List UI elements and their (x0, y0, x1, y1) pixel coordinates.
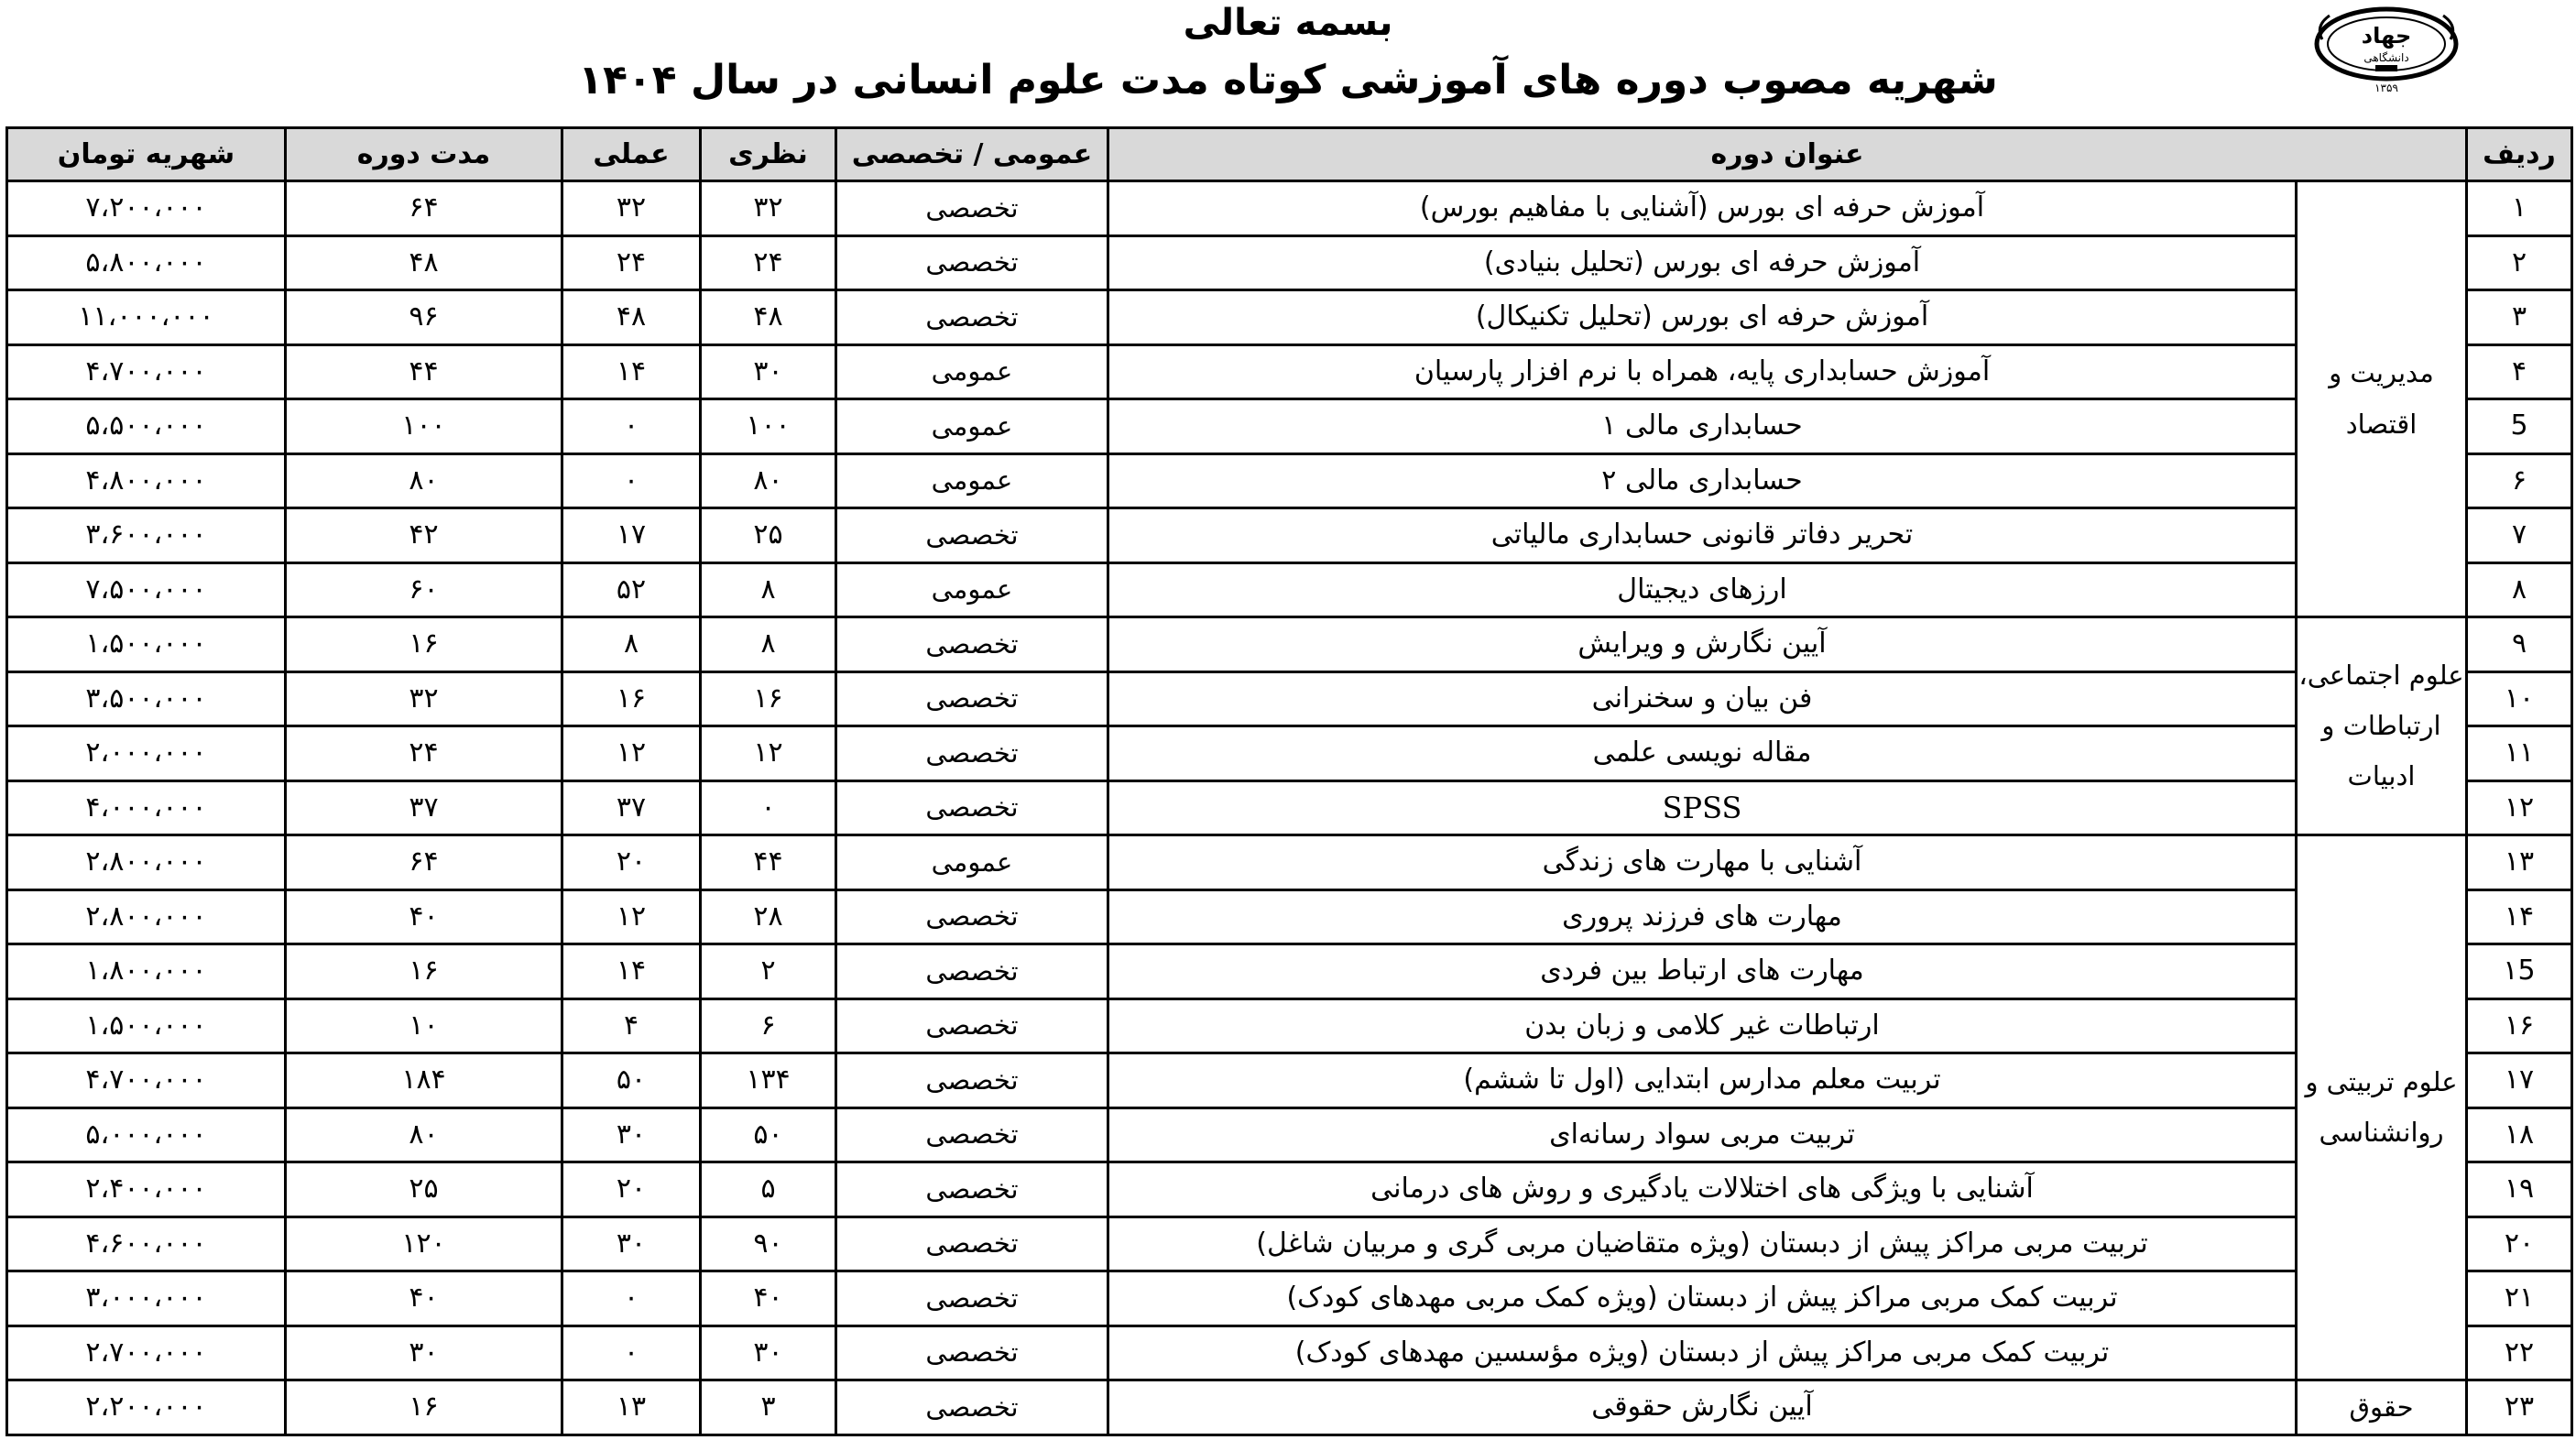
duration-cell: ۲۵ (286, 1162, 562, 1217)
duration-cell: ۴۰ (286, 1271, 562, 1326)
row-number-cell: ۲۳ (2467, 1380, 2572, 1435)
table-row (7, 1107, 2572, 1162)
duration-cell: ۹۶ (286, 290, 562, 345)
row-number-cell: ۱ (2467, 181, 2572, 236)
table-row (7, 780, 2572, 835)
duration-cell: ۲۴ (286, 726, 562, 781)
duration-cell: ۸۰ (286, 1107, 562, 1162)
table-row (7, 835, 2572, 890)
row-number-cell: ۱۰ (2467, 671, 2572, 726)
duration-cell: ۸۰ (286, 453, 562, 508)
header-practical: عملی (562, 128, 701, 181)
practical-hours-cell: ۰ (562, 453, 701, 508)
table-row (7, 726, 2572, 781)
duration-cell: ۱۲۰ (286, 1216, 562, 1271)
row-number-cell: ۱۸ (2467, 1107, 2572, 1162)
fee-cell: ۷،۲۰۰،۰۰۰ (7, 181, 286, 236)
practical-hours-cell: ۵۰ (562, 1053, 701, 1108)
course-type-cell: تخصصی (836, 780, 1108, 835)
duration-cell: ۶۴ (286, 835, 562, 890)
practical-hours-cell: ۱۷ (562, 508, 701, 563)
row-number-cell: ۱۹ (2467, 1162, 2572, 1217)
duration-cell: ۴۴ (286, 344, 562, 399)
table-row (7, 290, 2572, 345)
fee-cell: ۴،۸۰۰،۰۰۰ (7, 453, 286, 508)
theory-hours-cell: ۱۰۰ (701, 399, 836, 454)
row-number-cell: ۲۱ (2467, 1271, 2572, 1326)
table-row (7, 1216, 2572, 1271)
practical-hours-cell: ۴ (562, 998, 701, 1053)
row-number-cell: ۱۷ (2467, 1053, 2572, 1108)
course-title-cell: آشنایی با ویژگی های اختلالات یادگیری و روش های درمانی (1108, 1162, 2297, 1217)
duration-cell: ۱۶ (286, 1380, 562, 1435)
course-title-cell: آیین نگارش حقوقی (1108, 1380, 2297, 1435)
theory-hours-cell: ۱۶ (701, 671, 836, 726)
theory-hours-cell: ۲۴ (701, 235, 836, 290)
row-number-cell: ۷ (2467, 508, 2572, 563)
practical-hours-cell: ۴۸ (562, 290, 701, 345)
fee-cell: ۲،۸۰۰،۰۰۰ (7, 889, 286, 944)
duration-cell: ۳۷ (286, 780, 562, 835)
practical-hours-cell: ۱۳ (562, 1380, 701, 1435)
course-type-cell: تخصصی (836, 1325, 1108, 1380)
duration-cell: ۱۸۴ (286, 1053, 562, 1108)
course-type-cell: تخصصی (836, 235, 1108, 290)
table-row (7, 1271, 2572, 1326)
course-title-cell: تربیت مربی مراکز پیش از دبستان (ویژه متقاضیان مربی گری و مربیان شاغل) (1108, 1216, 2297, 1271)
category-cell: مدیریت و اقتصاد (2297, 181, 2467, 617)
table-row (7, 399, 2572, 454)
theory-hours-cell: ۲۸ (701, 889, 836, 944)
course-type-cell: تخصصی (836, 889, 1108, 944)
practical-hours-cell: ۸ (562, 617, 701, 672)
practical-hours-cell: ۰ (562, 399, 701, 454)
course-type-cell: تخصصی (836, 671, 1108, 726)
course-type-cell: تخصصی (836, 1053, 1108, 1108)
course-title-cell: فن بیان و سخنرانی (1108, 671, 2297, 726)
practical-hours-cell: ۱۲ (562, 889, 701, 944)
header-row-no: ردیف (2467, 128, 2572, 181)
course-type-cell: تخصصی (836, 181, 1108, 236)
course-type-cell: تخصصی (836, 617, 1108, 672)
practical-hours-cell: ۲۰ (562, 835, 701, 890)
header-theory: نظری (701, 128, 836, 181)
course-type-cell: تخصصی (836, 1271, 1108, 1326)
theory-hours-cell: ۹۰ (701, 1216, 836, 1271)
theory-hours-cell: ۰ (701, 780, 836, 835)
course-type-cell: تخصصی (836, 726, 1108, 781)
course-title-cell: آیین نگارش و ویرایش (1108, 617, 2297, 672)
fee-cell: ۱۱،۰۰۰،۰۰۰ (7, 290, 286, 345)
course-title-cell: تربیت مربی سواد رسانه‌ای (1108, 1107, 2297, 1162)
fee-cell: ۳،۵۰۰،۰۰۰ (7, 671, 286, 726)
table-row (7, 508, 2572, 563)
theory-hours-cell: ۳۰ (701, 344, 836, 399)
table-row (7, 1380, 2572, 1435)
course-title-cell: آشنایی با مهارت های زندگی (1108, 835, 2297, 890)
header-duration: مدت دوره (286, 128, 562, 181)
theory-hours-cell: ۸ (701, 617, 836, 672)
fee-cell: ۲،۲۰۰،۰۰۰ (7, 1380, 286, 1435)
course-title-cell: ارزهای دیجیتال (1108, 562, 2297, 617)
course-type-cell: عمومی (836, 562, 1108, 617)
course-title-cell: آموزش حرفه ای بورس (تحلیل تکنیکال) (1108, 290, 2297, 345)
category-cell: علوم اجتماعی، ارتباطات و ادبیات (2297, 617, 2467, 835)
course-title-cell: مقاله نویسی علمی (1108, 726, 2297, 781)
fee-cell: ۲،۸۰۰،۰۰۰ (7, 835, 286, 890)
theory-hours-cell: ۸ (701, 562, 836, 617)
course-title-cell: آموزش حسابداری پایه، همراه با نرم افزار پارسیان (1108, 344, 2297, 399)
course-title-cell: حسابداری مالی ۱ (1108, 399, 2297, 454)
theory-hours-cell: ۶ (701, 998, 836, 1053)
row-number-cell: ۸ (2467, 562, 2572, 617)
table-header-row (7, 128, 2572, 181)
course-type-cell: تخصصی (836, 1107, 1108, 1162)
course-title-cell: تربیت معلم مدارس ابتدایی (اول تا ششم) (1108, 1053, 2297, 1108)
duration-cell: ۴۲ (286, 508, 562, 563)
row-number-cell: ۱۶ (2467, 998, 2572, 1053)
practical-hours-cell: ۳۰ (562, 1107, 701, 1162)
theory-hours-cell: ۵۰ (701, 1107, 836, 1162)
course-title-cell: تربیت کمک مربی مراکز پیش از دبستان (ویژه کمک مربی مهدهای کودک) (1108, 1271, 2297, 1326)
fee-cell: ۴،۶۰۰،۰۰۰ (7, 1216, 286, 1271)
course-title-cell: مهارت های فرزند پروری (1108, 889, 2297, 944)
fee-cell: ۲،۰۰۰،۰۰۰ (7, 726, 286, 781)
category-cell: علوم تربیتی و روانشناسی (2297, 835, 2467, 1380)
svg-text:۱۳۵۹: ۱۳۵۹ (2374, 82, 2398, 94)
row-number-cell: ۲۲ (2467, 1325, 2572, 1380)
table-row (7, 562, 2572, 617)
course-title-cell: آموزش حرفه ای بورس (آشنایی با مفاهیم بورس) (1108, 181, 2297, 236)
fee-cell: ۷،۵۰۰،۰۰۰ (7, 562, 286, 617)
course-title-cell: تربیت کمک مربی مراکز پیش از دبستان (ویژه مؤسسین مهدهای کودک) (1108, 1325, 2297, 1380)
fee-cell: ۵،۰۰۰،۰۰۰ (7, 1107, 286, 1162)
duration-cell: ۱۰۰ (286, 399, 562, 454)
course-title-cell: آموزش حرفه ای بورس (تحلیل بنیادی) (1108, 235, 2297, 290)
fee-cell: ۱،۵۰۰،۰۰۰ (7, 998, 286, 1053)
duration-cell: ۶۴ (286, 181, 562, 236)
fee-cell: ۵،۸۰۰،۰۰۰ (7, 235, 286, 290)
theory-hours-cell: ۴۸ (701, 290, 836, 345)
fee-cell: ۴،۷۰۰،۰۰۰ (7, 344, 286, 399)
fee-cell: ۴،۷۰۰،۰۰۰ (7, 1053, 286, 1108)
table-row (7, 1053, 2572, 1108)
practical-hours-cell: ۰ (562, 1325, 701, 1380)
course-title-cell: تحریر دفاتر قانونی حسابداری مالیاتی (1108, 508, 2297, 563)
row-number-cell: ۱۲ (2467, 780, 2572, 835)
header-fee: شهریه تومان (7, 128, 286, 181)
duration-cell: ۱۶ (286, 617, 562, 672)
duration-cell: ۳۰ (286, 1325, 562, 1380)
course-type-cell: تخصصی (836, 1216, 1108, 1271)
practical-hours-cell: ۵۲ (562, 562, 701, 617)
row-number-cell: ۱5 (2467, 944, 2572, 999)
practical-hours-cell: ۱۶ (562, 671, 701, 726)
course-type-cell: تخصصی (836, 1162, 1108, 1217)
practical-hours-cell: ۳۲ (562, 181, 701, 236)
course-title-cell: حسابداری مالی ۲ (1108, 453, 2297, 508)
theory-hours-cell: ۱۳۴ (701, 1053, 836, 1108)
tuition-table (5, 126, 2573, 1436)
category-cell: حقوق (2297, 1380, 2467, 1435)
practical-hours-cell: ۳۷ (562, 780, 701, 835)
table-body (7, 181, 2572, 1435)
table-row (7, 889, 2572, 944)
table-row (7, 671, 2572, 726)
duration-cell: ۶۰ (286, 562, 562, 617)
table-row (7, 1325, 2572, 1380)
fee-cell: ۱،۸۰۰،۰۰۰ (7, 944, 286, 999)
theory-hours-cell: ۳۲ (701, 181, 836, 236)
table-row (7, 998, 2572, 1053)
row-number-cell: ۹ (2467, 617, 2572, 672)
row-number-cell: ۱۳ (2467, 835, 2572, 890)
practical-hours-cell: ۱۴ (562, 944, 701, 999)
table-row (7, 344, 2572, 399)
duration-cell: ۱۰ (286, 998, 562, 1053)
row-number-cell: ۶ (2467, 453, 2572, 508)
table-row (7, 1162, 2572, 1217)
header-course-title: عنوان دوره (1108, 128, 2467, 181)
page-title: شهریه مصوب دوره های آموزشی کوتاه مدت علوم انسانی در سال ۱۴۰۴ (578, 57, 1998, 104)
fee-cell: ۳،۶۰۰،۰۰۰ (7, 508, 286, 563)
row-number-cell: ۴ (2467, 344, 2572, 399)
theory-hours-cell: ۳۰ (701, 1325, 836, 1380)
fee-cell: ۲،۴۰۰،۰۰۰ (7, 1162, 286, 1217)
practical-hours-cell: ۱۴ (562, 344, 701, 399)
theory-hours-cell: ۲ (701, 944, 836, 999)
fee-cell: ۴،۰۰۰،۰۰۰ (7, 780, 286, 835)
table-row (7, 944, 2572, 999)
course-title-cell: مهارت های ارتباط بین فردی (1108, 944, 2297, 999)
course-type-cell: عمومی (836, 453, 1108, 508)
table-row (7, 617, 2572, 672)
fee-cell: ۱،۵۰۰،۰۰۰ (7, 617, 286, 672)
theory-hours-cell: ۲۵ (701, 508, 836, 563)
row-number-cell: ۲۰ (2467, 1216, 2572, 1271)
row-number-cell: 5 (2467, 399, 2572, 454)
course-type-cell: تخصصی (836, 508, 1108, 563)
course-title-cell: SPSS (1108, 780, 2297, 835)
practical-hours-cell: ۱۲ (562, 726, 701, 781)
course-type-cell: عمومی (836, 835, 1108, 890)
course-type-cell: عمومی (836, 344, 1108, 399)
row-number-cell: ۱۴ (2467, 889, 2572, 944)
row-number-cell: ۱۱ (2467, 726, 2572, 781)
course-title-cell: ارتباطات غیر کلامی و زبان بدن (1108, 998, 2297, 1053)
header-general-specialized: عمومی / تخصصی (836, 128, 1108, 181)
fee-cell: ۵،۵۰۰،۰۰۰ (7, 399, 286, 454)
row-number-cell: ۲ (2467, 235, 2572, 290)
theory-hours-cell: ۸۰ (701, 453, 836, 508)
fee-cell: ۲،۷۰۰،۰۰۰ (7, 1325, 286, 1380)
theory-hours-cell: ۴۰ (701, 1271, 836, 1326)
course-type-cell: تخصصی (836, 1380, 1108, 1435)
duration-cell: ۱۶ (286, 944, 562, 999)
course-type-cell: تخصصی (836, 998, 1108, 1053)
theory-hours-cell: ۳ (701, 1380, 836, 1435)
course-type-cell: تخصصی (836, 944, 1108, 999)
practical-hours-cell: ۲۴ (562, 235, 701, 290)
course-type-cell: عمومی (836, 399, 1108, 454)
duration-cell: ۳۲ (286, 671, 562, 726)
svg-text:دانشگاهی: دانشگاهی (2363, 51, 2409, 64)
theory-hours-cell: ۱۲ (701, 726, 836, 781)
duration-cell: ۴۸ (286, 235, 562, 290)
practical-hours-cell: ۰ (562, 1271, 701, 1326)
duration-cell: ۴۰ (286, 889, 562, 944)
table-row (7, 453, 2572, 508)
table-row (7, 181, 2572, 236)
table-row (7, 235, 2572, 290)
theory-hours-cell: ۵ (701, 1162, 836, 1217)
invocation-heading: بسمه تعالی (1183, 2, 1393, 44)
practical-hours-cell: ۳۰ (562, 1216, 701, 1271)
fee-cell: ۳،۰۰۰،۰۰۰ (7, 1271, 286, 1326)
svg-text:جهاد: جهاد (2361, 23, 2412, 49)
row-number-cell: ۳ (2467, 290, 2572, 345)
course-type-cell: تخصصی (836, 290, 1108, 345)
practical-hours-cell: ۲۰ (562, 1162, 701, 1217)
theory-hours-cell: ۴۴ (701, 835, 836, 890)
